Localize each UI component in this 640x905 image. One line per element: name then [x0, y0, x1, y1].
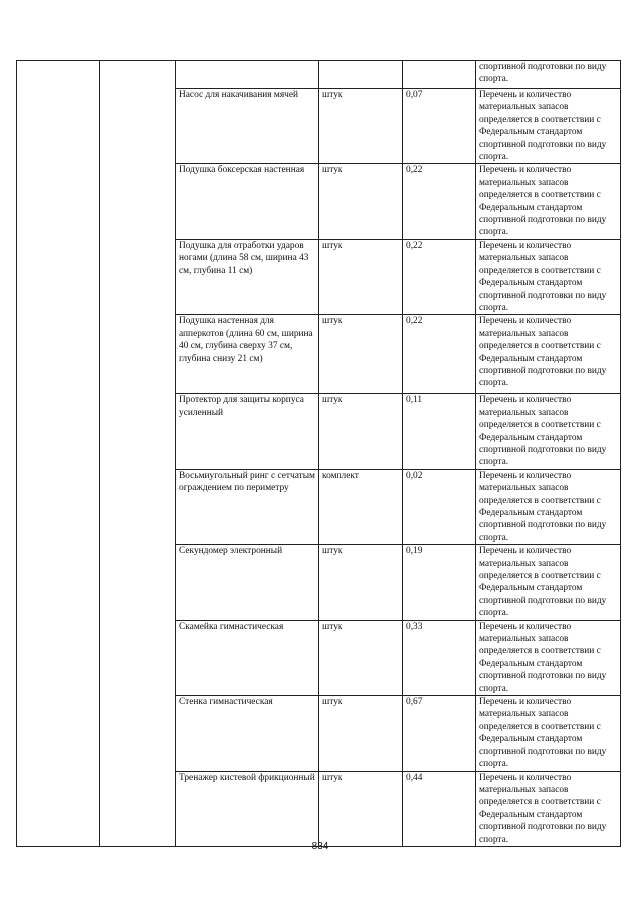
- cell-name: Восьмиугольный ринг с сетчатым ограждением по периметру: [176, 469, 319, 544]
- cell-unit: комплект: [319, 469, 403, 544]
- cell-name: Подушка боксерская настенная: [176, 164, 319, 239]
- cell-name: Стенка гимнастическая: [176, 696, 319, 771]
- cell-note: Перечень и количество материальных запасов определяется в соответствии с Федеральным стандартом спортивной подготовки по виду спорта.: [476, 394, 621, 469]
- cell-name: Секундомер электронный: [176, 545, 319, 620]
- page-number: 834: [311, 841, 329, 852]
- merged-cell-col1: [17, 61, 100, 847]
- cell-note: спортивной подготовки по виду спорта.: [476, 61, 621, 89]
- cell-name: Подушка настенная для апперкотов (длина 60 см, ширина 40 см, глубина сверху 37 см, глубина снизу 21 см): [176, 315, 319, 394]
- cell-name: Протектор для защиты корпуса усиленный: [176, 394, 319, 469]
- cell-note: Перечень и количество материальных запасов определяется в соответствии с Федеральным стандартом спортивной подготовки по виду спорта.: [476, 89, 621, 164]
- cell-qty: 0,22: [403, 164, 476, 239]
- cell-name: Насос для накачивания мячей: [176, 89, 319, 164]
- cell-unit: штук: [319, 696, 403, 771]
- cell-note: Перечень и количество материальных запасов определяется в соответствии с Федеральным стандартом спортивной подготовки по виду спорта.: [476, 545, 621, 620]
- table-body: [17, 61, 621, 847]
- cell-note: Перечень и количество материальных запасов определяется в соответствии с Федеральным стандартом спортивной подготовки по виду спорта.: [476, 469, 621, 544]
- cell-qty: 0,33: [403, 620, 476, 695]
- cell-unit: штук: [319, 164, 403, 239]
- cell-note: Перечень и количество материальных запасов определяется в соответствии с Федеральным стандартом спортивной подготовки по виду спорта.: [476, 771, 621, 846]
- cell-unit: штук: [319, 315, 403, 394]
- cell-qty: [403, 61, 476, 89]
- cell-note: Перечень и количество материальных запасов определяется в соответствии с Федеральным стандартом спортивной подготовки по виду спорта.: [476, 164, 621, 239]
- cell-unit: [319, 61, 403, 89]
- cell-unit: штук: [319, 771, 403, 846]
- equipment-table: [16, 60, 621, 847]
- cell-qty: 0,22: [403, 239, 476, 314]
- cell-unit: штук: [319, 89, 403, 164]
- cell-qty: 0,11: [403, 394, 476, 469]
- cell-note: Перечень и количество материальных запасов определяется в соответствии с Федеральным стандартом спортивной подготовки по виду спорта.: [476, 620, 621, 695]
- merged-cell-col2: [100, 61, 176, 847]
- cell-qty: 0,22: [403, 315, 476, 394]
- cell-qty: 0,67: [403, 696, 476, 771]
- cell-name: Подушка для отработки ударов ногами (длина 58 см, ширина 43 см, глубина 11 см): [176, 239, 319, 314]
- cell-qty: 0,19: [403, 545, 476, 620]
- cell-unit: штук: [319, 545, 403, 620]
- cell-note: Перечень и количество материальных запасов определяется в соответствии с Федеральным стандартом спортивной подготовки по виду спорта.: [476, 315, 621, 394]
- cell-name: Тренажер кистевой фрикционный: [176, 771, 319, 846]
- cell-name: [176, 61, 319, 89]
- cell-qty: 0,02: [403, 469, 476, 544]
- cell-unit: штук: [319, 620, 403, 695]
- cell-qty: 0,07: [403, 89, 476, 164]
- cell-unit: штук: [319, 394, 403, 469]
- cell-qty: 0,44: [403, 771, 476, 846]
- cell-unit: штук: [319, 239, 403, 314]
- table-row: [17, 61, 621, 89]
- cell-name: Скамейка гимнастическая: [176, 620, 319, 695]
- cell-note: Перечень и количество материальных запасов определяется в соответствии с Федеральным стандартом спортивной подготовки по виду спорта.: [476, 696, 621, 771]
- cell-note: Перечень и количество материальных запасов определяется в соответствии с Федеральным стандартом спортивной подготовки по виду спорта.: [476, 239, 621, 314]
